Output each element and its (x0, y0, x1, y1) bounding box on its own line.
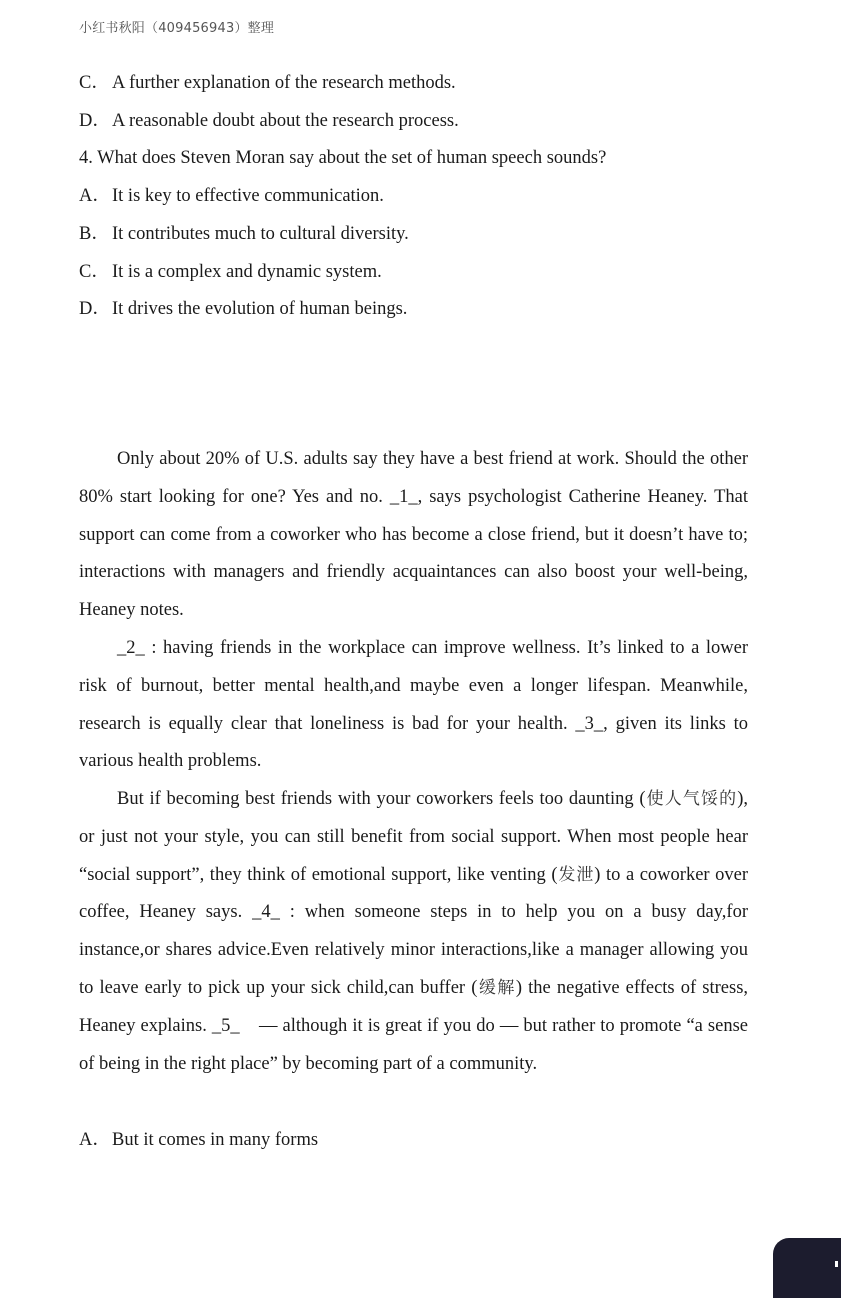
paragraph-text-part4: ) the negative effects of stress, Heaney explains. _5_ — although it is great if you do — but rather to promote “a sense of being in the right place” by becoming part of a community. (79, 977, 749, 1074)
option-text: A further explanation of the research methods. (112, 73, 456, 93)
passage-paragraph-2 (79, 630, 748, 781)
option-letter: B． (79, 224, 110, 244)
option-text: A reasonable doubt about the research process. (112, 111, 459, 131)
chinese-gloss-daunting: 使人气馁的 (645, 789, 738, 809)
question-4-stem: 4. What does Steven Moran say about the set of human speech sounds? (79, 148, 607, 168)
watermark-header: 小红书秋阳（409456943）整理 (79, 21, 275, 36)
option-letter: A． (79, 186, 111, 206)
q4-option-a (79, 184, 384, 208)
paragraph-text-part1: But if becoming best friends with your coworkers feels too daunting ( (117, 789, 646, 809)
passage-paragraph-3 (79, 781, 748, 1083)
prev-option-d (79, 109, 459, 133)
prev-option-c (79, 71, 456, 95)
option-text: It contributes much to cultural diversity. (112, 224, 409, 244)
option-text: But it comes in many forms (112, 1130, 319, 1150)
option-letter: A． (79, 1130, 111, 1150)
passage-paragraph-1 (79, 441, 748, 630)
option-letter: D． (79, 111, 111, 131)
q4-option-b (79, 222, 409, 246)
button-icon (835, 1261, 838, 1267)
option-text: It drives the evolution of human beings. (112, 299, 408, 319)
chinese-gloss-venting: 发泄 (557, 864, 595, 885)
answer-option-a (79, 1128, 318, 1152)
option-letter: D． (79, 299, 111, 319)
q4-option-d (79, 297, 407, 321)
paragraph-text-part3: ) to a coworker over coffee, Heaney says. _4_ : when someone steps in to help you on a busy day,for instance,or shares advice.Even relatively minor interactions,like a manager allowing you to leave early to pick up your sick child,can buffer ( (79, 864, 748, 998)
chinese-gloss-buffer: 缓解 (477, 977, 516, 998)
paragraph-text-part2: ), or just not your style, you can still benefit from social support. When most people hear “social support”, they think of emotional support, like venting ( (79, 789, 748, 885)
paragraph-text: Only about 20% of U.S. adults say they have a best friend at work. Should the other 80% start looking for one? Yes and no. _1_, says psychologist Catherine Heaney. That support can come from a coworker who has become a close friend, but it doesn’t have to; interactions with managers and friendly acquaintances can also boost your well-being, Heaney notes. (79, 449, 748, 621)
paragraph-text: _2_ : having friends in the workplace can improve wellness. It’s linked to a lower risk of burnout, better mental health,and maybe even a longer lifespan. Meanwhile, research is equally clear that loneliness is bad for your health. _3_, given its links to various health problems. (79, 638, 748, 772)
option-letter: C． (79, 262, 110, 282)
option-text: It is a complex and dynamic system. (112, 262, 382, 282)
floating-action-button[interactable] (773, 1238, 841, 1298)
option-text: It is key to effective communication. (112, 186, 384, 206)
q4-option-c (79, 260, 382, 284)
option-letter: C． (79, 73, 110, 93)
